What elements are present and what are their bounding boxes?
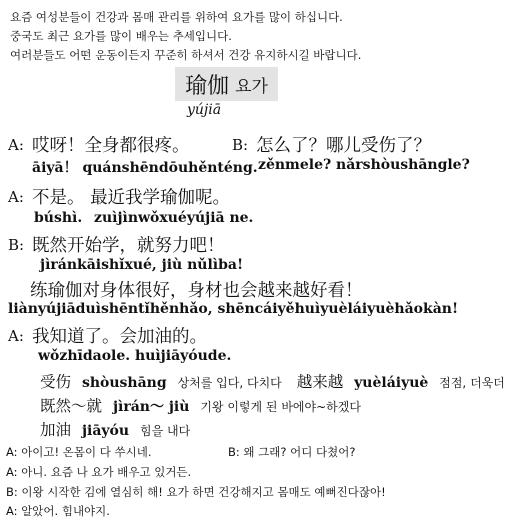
lesson-title-box bbox=[175, 67, 278, 101]
speaker-a: A: bbox=[8, 327, 24, 345]
dialogue-b2-chinese-2: 练瑜伽对身体很好，身材也会越来越好看！ bbox=[30, 281, 363, 301]
dialogue-b2-chinese-1: 既然开始学，就努力吧！ bbox=[32, 236, 225, 256]
grammar-term-meaning: 힘을 내다 bbox=[140, 424, 191, 438]
lesson-title-chinese: 瑜伽 bbox=[185, 73, 230, 99]
grammar-term-meaning: 상처를 입다, 다치다 bbox=[177, 376, 282, 390]
lesson-title-pinyin: yújiā bbox=[187, 102, 222, 118]
dialogue-b1-pinyin: zěnmele? nǎrshòushāngle? bbox=[258, 157, 470, 173]
grammar-note bbox=[40, 418, 190, 440]
intro-line: 요즘 여성분들이 건강과 몸매 관리를 위하여 요가를 많이 하십니다. bbox=[10, 10, 343, 24]
translation-a1: A: 아이고! 온몸이 다 쑤시네. bbox=[6, 445, 152, 459]
dialogue-b2-pinyin-2: liànyújiāduìshēntǐhěnhǎo, shēncáiyěhuìyuèláiyuèhǎokàn! bbox=[8, 301, 459, 317]
speaker-a: A: bbox=[8, 136, 24, 154]
dialogue-a2-chinese: 不是。 最近我学瑜伽呢。 bbox=[32, 188, 231, 208]
grammar-term-chinese: 加油 bbox=[40, 421, 72, 439]
speaker-b: B: bbox=[232, 136, 249, 154]
grammar-term-pinyin: jìrán～ jiù bbox=[112, 399, 190, 415]
dialogue-a2-pinyin-1: búshì. bbox=[34, 210, 83, 226]
translation-a3: A: 알았어. 힘내야지. bbox=[6, 504, 110, 518]
dialogue-a1-chinese: 哎呀！全身都很疼。 bbox=[32, 136, 190, 156]
grammar-term-meaning: 기왕 이렇게 된 바에야~하겠다 bbox=[200, 400, 361, 414]
dialogue-a3-chinese: 我知道了。会加油的。 bbox=[32, 327, 207, 347]
speaker-b: B: bbox=[8, 236, 25, 254]
grammar-term-chinese: 越来越 bbox=[296, 373, 344, 391]
grammar-term-meaning: 점점, 더욱더 bbox=[439, 376, 505, 390]
intro-text bbox=[10, 8, 361, 65]
translation-b1: B: 왜 그래? 어디 다쳤어? bbox=[228, 445, 356, 459]
grammar-term-chinese: 既然～就 bbox=[40, 397, 103, 415]
grammar-term-pinyin: jiāyóu bbox=[81, 423, 130, 439]
grammar-note bbox=[40, 370, 505, 392]
grammar-term-pinyin: yuèláiyuè bbox=[354, 375, 429, 391]
grammar-term-chinese: 受伤 bbox=[40, 373, 72, 391]
dialogue-b2-pinyin-1: jìránkāishǐxué, jiù nǔlìba! bbox=[40, 257, 244, 273]
translation-a2: A: 아니. 요즘 나 요가 배우고 있거든. bbox=[6, 465, 192, 479]
translation-b2: B: 이왕 시작한 김에 열심히 해! 요가 하면 건강해지고 몸매도 예뻐진다잖아! bbox=[6, 485, 386, 499]
dialogue-a3-pinyin: wǒzhīdaole. huìjiāyóude. bbox=[38, 348, 232, 364]
lesson-title-korean: 요가 bbox=[235, 76, 268, 97]
dialogue-a1-pinyin: āiyā！ quánshēndōuhěnténg. bbox=[32, 160, 258, 176]
speaker-a: A: bbox=[8, 188, 24, 206]
dialogue-b1-chinese: 怎么了？哪儿受伤了？ bbox=[256, 136, 431, 156]
intro-line: 여러분들도 어떤 운동이든지 꾸준히 하셔서 건강 유지하시길 바랍니다. bbox=[10, 48, 362, 62]
intro-line: 중국도 최근 요가를 많이 배우는 추세입니다. bbox=[10, 29, 232, 43]
grammar-term-pinyin: shòushāng bbox=[81, 375, 167, 391]
grammar-note bbox=[40, 394, 361, 416]
dialogue-a2-pinyin-2: zuìjìnwǒxuéyújiā ne. bbox=[94, 210, 254, 226]
